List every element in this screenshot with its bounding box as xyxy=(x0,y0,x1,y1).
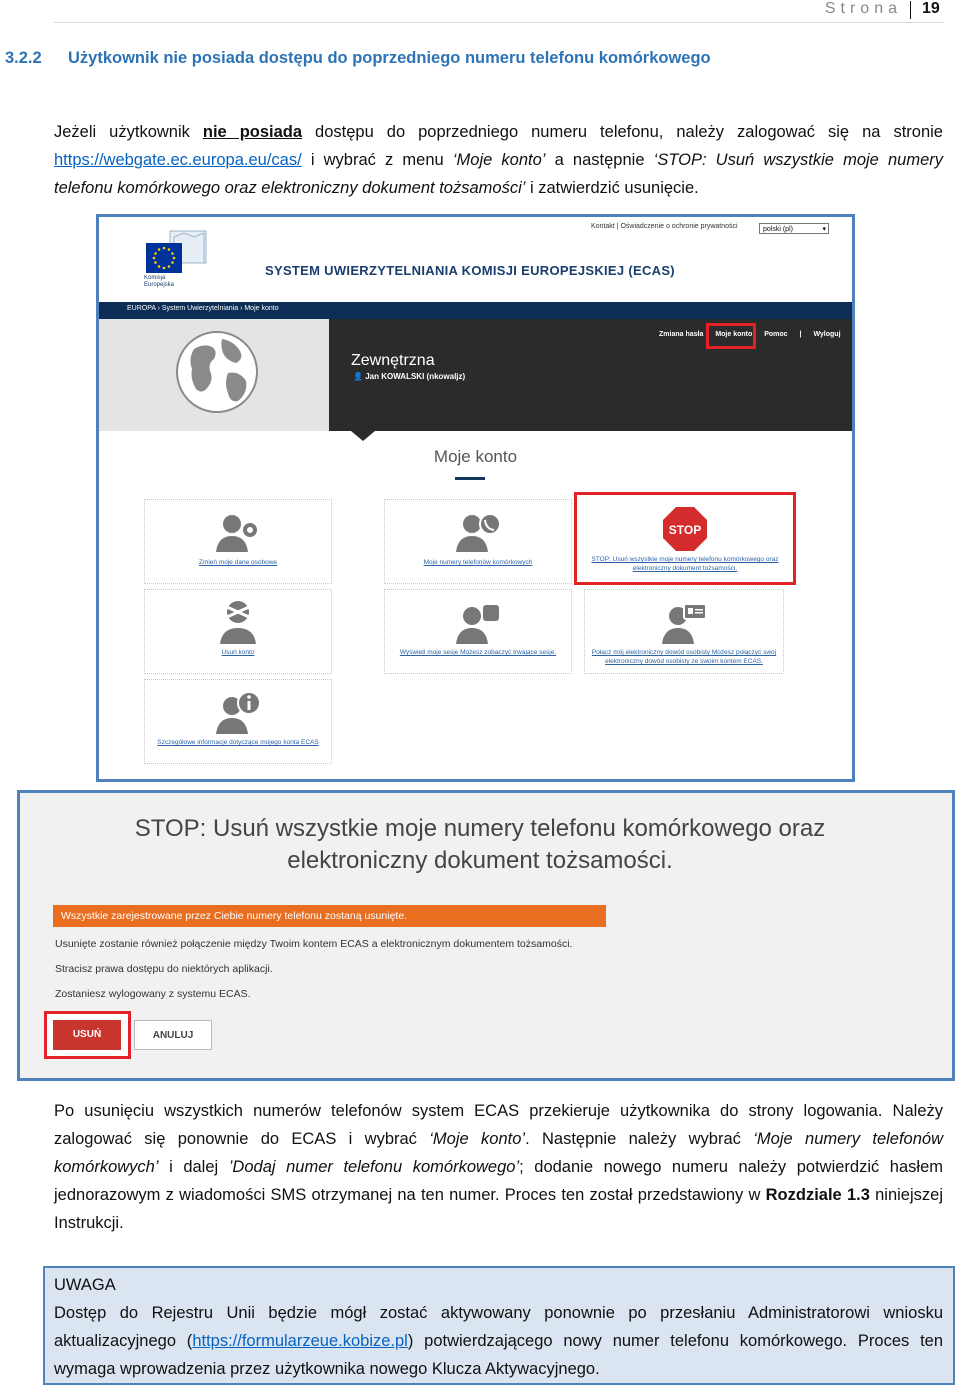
nav-separator: | xyxy=(799,331,802,338)
dialog-line: Stracisz prawa dostępu do niektórych aplikacji. xyxy=(55,963,273,975)
tile-my-sessions[interactable] xyxy=(384,589,572,674)
cancel-button[interactable]: ANULUJ xyxy=(134,1020,212,1050)
nav-my-account[interactable]: Moje konto xyxy=(715,331,753,338)
nav-change-password[interactable]: Zmiana hasła xyxy=(659,331,704,338)
tile-my-phone-numbers[interactable] xyxy=(384,499,572,584)
tile-change-personal-data[interactable] xyxy=(144,499,332,584)
page-header xyxy=(0,0,960,22)
language-value: polski (pl) xyxy=(763,226,793,233)
eu-logo-text: Komisja Europejska xyxy=(144,275,175,288)
user-idcard-icon xyxy=(660,598,708,646)
after-text-1: Po usunięciu wszystkich numerów telefonów system ECAS przekieruje użytkownika do strony logowania. Należy zalogować się ponownie do ECAS i wybrać xyxy=(54,1102,943,1148)
breadcrumb-text[interactable]: EUROPA › System Uwierzytelniania › Moje konto xyxy=(127,305,279,312)
tile-account-details[interactable] xyxy=(144,679,332,764)
after-text-3: i dalej xyxy=(158,1158,229,1176)
intro-emphasis: nie posiada xyxy=(202,123,303,141)
dialog-line: Zostaniesz wylogowany z systemu ECAS. xyxy=(55,988,251,1000)
user-delete-icon xyxy=(214,598,262,646)
tile-caption[interactable]: Zmień moje dane osobowe xyxy=(198,559,278,566)
after-text-5: niniejszej Instrukcji. xyxy=(54,1186,943,1232)
my-account-title: Moje konto xyxy=(433,447,518,466)
dialog-line: Usunięte zostanie również połączenie między Twoim kontem ECAS a elektronicznym dokumentem tożsamości. xyxy=(55,938,573,950)
tile-caption[interactable]: Usuń konto xyxy=(221,649,255,656)
title-underline xyxy=(455,477,485,480)
after-italic-1: ‘Moje konto’ xyxy=(429,1130,526,1148)
delete-button-highlight xyxy=(44,1011,131,1059)
delete-button[interactable]: USUŃ xyxy=(53,1020,121,1050)
nav-logout[interactable]: Wyloguj xyxy=(813,331,841,338)
chevron-down-icon: ▾ xyxy=(822,226,826,233)
intro-paragraph xyxy=(54,118,943,202)
user-name xyxy=(353,372,465,381)
after-text-2: . Następnie należy wybrać xyxy=(525,1130,754,1148)
system-title: SYSTEM UWIERZYTELNIANIA KOMISJI EUROPEJSKIEJ (ECAS) xyxy=(265,263,675,278)
intro-text-4: a następnie xyxy=(545,151,654,169)
stop-sign-icon xyxy=(661,505,709,553)
section-number: 3.2.2 xyxy=(5,49,42,67)
chapter-reference: Rozdziale 1.3 xyxy=(765,1186,870,1204)
user-type: Zewnętrzna xyxy=(351,352,435,369)
note-box xyxy=(43,1266,955,1385)
intro-text-1: Jeżeli użytkownik xyxy=(54,123,203,141)
stop-dialog-title: STOP: Usuń wszystkie moje numery telefonu komórkowego oraz elektroniczny dokument tożsamości. xyxy=(134,815,826,874)
note-content xyxy=(54,1271,943,1383)
nav-help[interactable]: Pomoc xyxy=(764,331,788,338)
section-title: Użytkownik nie posiada dostępu do poprzedniego numeru telefonu komórkowego xyxy=(68,49,711,67)
tile-stop-remove-numbers[interactable] xyxy=(574,492,796,585)
user-name-text: Jan KOWALSKI (nkowaljz) xyxy=(365,372,466,381)
note-heading: UWAGA xyxy=(54,1276,116,1294)
tile-caption[interactable]: Połącz mój elektroniczny dowód osobisty Możesz połączyć swój elektroniczny dowód osobisty ze swoim kontem ECAS. xyxy=(591,649,777,665)
after-paragraph xyxy=(54,1097,943,1237)
tile-delete-account[interactable] xyxy=(144,589,332,674)
webgate-link[interactable]: https://webgate.ec.europa.eu/cas/ xyxy=(54,151,302,169)
after-italic-2: ‘Moje numery telefonów komórkowych’ xyxy=(54,1130,943,1176)
page-header-separator xyxy=(910,1,911,19)
stop-dialog-screenshot xyxy=(17,790,955,1081)
intro-menu-name: ‘Moje konto’ xyxy=(452,151,546,169)
note-text-2: ) potwierdzającego nowy numer telefonu komórkowego. Proces ten wymaga wprowadzenia przez użytkownika nowego Klucza Aktywacyjnego. xyxy=(54,1332,944,1378)
after-text-4: ; dodanie nowego numeru należy potwierdzić hasłem jednorazowym z wiadomości SMS otrzymanej na ten numer. Proces ten został przedstawiony w xyxy=(54,1158,943,1204)
breadcrumb xyxy=(99,302,852,319)
user-settings-icon xyxy=(214,508,262,556)
panel-notch xyxy=(351,431,375,441)
formularze-link[interactable]: https://formularzeue.kobize.pl xyxy=(192,1332,408,1350)
tile-caption[interactable]: Szczegółowe informacje dotyczące mojego konta ECAS xyxy=(157,739,319,746)
section-heading xyxy=(5,49,711,68)
tile-caption[interactable]: Moje numery telefonów komórkowych xyxy=(423,559,533,566)
tile-caption[interactable]: Wyświetl moje sesje Możesz zobaczyć trwające sesje. xyxy=(399,649,557,656)
page-header-rule xyxy=(54,22,944,23)
page-label: Strona xyxy=(824,0,902,17)
tile-caption[interactable]: STOP: Usuń wszystkie moje numery telefonu komórkowego oraz elektroniczny dokument tożsamości. xyxy=(591,556,779,572)
tile-link-eid[interactable] xyxy=(584,589,784,674)
note-text-1: Dostęp do Rejestru Unii będzie mógł zostać aktywowany ponownie po przesłaniu Administratorowi wniosku aktualizacyjnego ( xyxy=(54,1304,943,1350)
my-account-highlight xyxy=(706,323,756,349)
globe-icon xyxy=(174,329,260,415)
stop-label: STOP xyxy=(668,523,702,537)
ecas-screenshot xyxy=(96,214,855,782)
after-italic-3: ’Dodaj numer telefonu komórkowego’ xyxy=(228,1158,520,1176)
language-select[interactable] xyxy=(759,223,829,234)
user-info-icon xyxy=(214,688,262,736)
user-sessions-icon xyxy=(454,598,502,646)
warning-banner: Wszystkie zarejestrowane przez Ciebie numery telefonu zostaną usunięte. xyxy=(53,905,606,927)
intro-text-5: i zatwierdzić usunięcie. xyxy=(525,179,699,197)
user-icon: 👤 xyxy=(353,372,366,381)
user-phone-icon xyxy=(454,508,502,556)
top-links[interactable]: Kontakt | Oświadczenie o ochronie prywatności xyxy=(591,223,738,230)
intro-option-name: ‘STOP: Usuń wszystkie moje numery telefonu komórkowego oraz elektroniczny dokument tożsamości’ xyxy=(54,151,944,197)
intro-text-3: i wybrać z menu xyxy=(301,151,453,169)
intro-text-2: dostępu do poprzedniego numeru telefonu, należy zalogować się na stronie xyxy=(302,123,943,141)
ecas-header xyxy=(99,217,852,302)
page-number: 19 xyxy=(922,0,940,17)
eu-commission-logo-icon xyxy=(144,229,208,299)
